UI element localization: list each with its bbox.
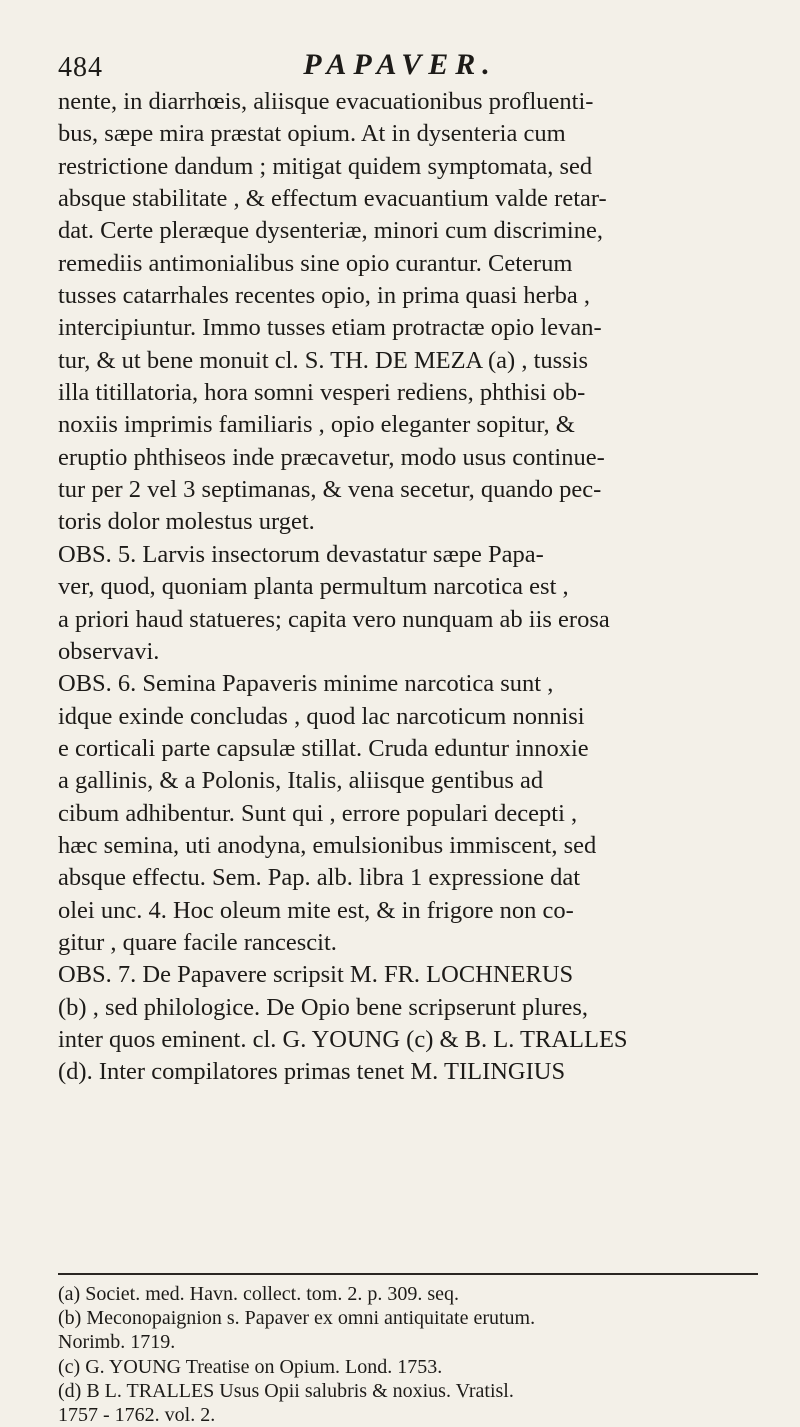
- text-line: a priori haud statueres; capita vero nunquam ab iis erosa: [58, 605, 610, 633]
- text-line: (d). Inter compilatores primas tenet M. TILINGIUS: [58, 1058, 566, 1086]
- text-line: gitur , quare facile rancescit.: [58, 928, 337, 956]
- text-line: bus, sæpe mira præstat opium. At in dysenteria cum: [58, 120, 566, 148]
- text-line: absque stabilitate , & effectum evacuantium valde retar-: [58, 185, 607, 213]
- page-number: 484: [58, 52, 103, 83]
- body-text: [58, 86, 758, 1089]
- text-line: absque effectu. Sem. Pap. alb. libra 1 expressione dat: [58, 864, 581, 892]
- text-line: illa titillatoria, hora somni vesperi rediens, phthisi ob-: [58, 379, 586, 407]
- text-line: tur, & ut bene monuit cl. S. TH. DE MEZA (a) , tussis: [58, 346, 589, 374]
- footnote-line: (b) Meconopaignion s. Papaver ex omni antiquitate erutum.: [58, 1307, 536, 1330]
- text-line: inter quos eminent. cl. G. YOUNG (c) & B. L. TRALLES: [58, 1025, 628, 1053]
- text-line: toris dolor molestus urget.: [58, 508, 315, 536]
- text-line: e corticali parte capsulæ stillat. Cruda eduntur innoxie: [58, 734, 589, 762]
- text-line: (b) , sed philologice. De Opio bene scripserunt plures,: [58, 993, 589, 1021]
- footnote-line: Norimb. 1719.: [58, 1331, 176, 1354]
- footnotes: [58, 1282, 778, 1427]
- text-line: cibum adhibentur. Sunt qui , errore populari decepti ,: [58, 799, 578, 827]
- text-line: ver, quod, quoniam planta permultum narcotica est ,: [58, 573, 569, 601]
- text-line: intercipiuntur. Immo tusses etiam protractæ opio levan-: [58, 314, 602, 342]
- text-line: idque exinde concludas , quod lac narcoticum nonnisi: [58, 702, 585, 730]
- text-line: restrictione dandum ; mitigat quidem symptomata, sed: [58, 152, 593, 180]
- text-line: OBS. 6. Semina Papaveris minime narcotica sunt ,: [58, 670, 554, 698]
- text-line: OBS. 5. Larvis insectorum devastatur sæpe Papa-: [58, 540, 544, 568]
- text-line: tusses catarrhales recentes opio, in prima quasi herba ,: [58, 282, 591, 310]
- text-line: observavi.: [58, 637, 160, 665]
- footnote-line: (c) G. YOUNG Treatise on Opium. Lond. 1753.: [58, 1355, 443, 1378]
- text-line: OBS. 7. De Papavere scripsit M. FR. LOCHNERUS: [58, 961, 574, 989]
- running-head: PAPAVER.: [303, 48, 497, 81]
- text-line: remediis antimonialibus sine opio curantur. Ceterum: [58, 249, 573, 277]
- text-line: dat. Certe pleræque dysenteriæ, minori cum discrimine,: [58, 217, 603, 245]
- footnote-rule: [58, 1273, 758, 1275]
- text-line: a gallinis, & a Polonis, Italis, aliisque gentibus ad: [58, 767, 544, 795]
- footnote-line: (d) B L. TRALLES Usus Opii salubris & noxius. Vratisl.: [58, 1379, 514, 1402]
- text-line: nente, in diarrhœis, aliisque evacuationibus profluenti-: [58, 88, 594, 115]
- footnote-line: (a) Societ. med. Havn. collect. tom. 2. p. 309. seq.: [58, 1283, 460, 1305]
- text-line: olei unc. 4. Hoc oleum mite est, & in frigore non co-: [58, 896, 574, 924]
- footnote-line: 1757 - 1762. vol. 2.: [58, 1403, 216, 1426]
- text-line: tur per 2 vel 3 septimanas, & vena secetur, quando pec-: [58, 476, 602, 504]
- page-header: [58, 46, 742, 86]
- text-line: hæc semina, uti anodyna, emulsionibus immiscent, sed: [58, 831, 597, 859]
- text-line: noxiis imprimis familiaris , opio eleganter sopitur, &: [58, 411, 575, 439]
- text-line: eruptio phthiseos inde præcavetur, modo usus continue-: [58, 443, 605, 471]
